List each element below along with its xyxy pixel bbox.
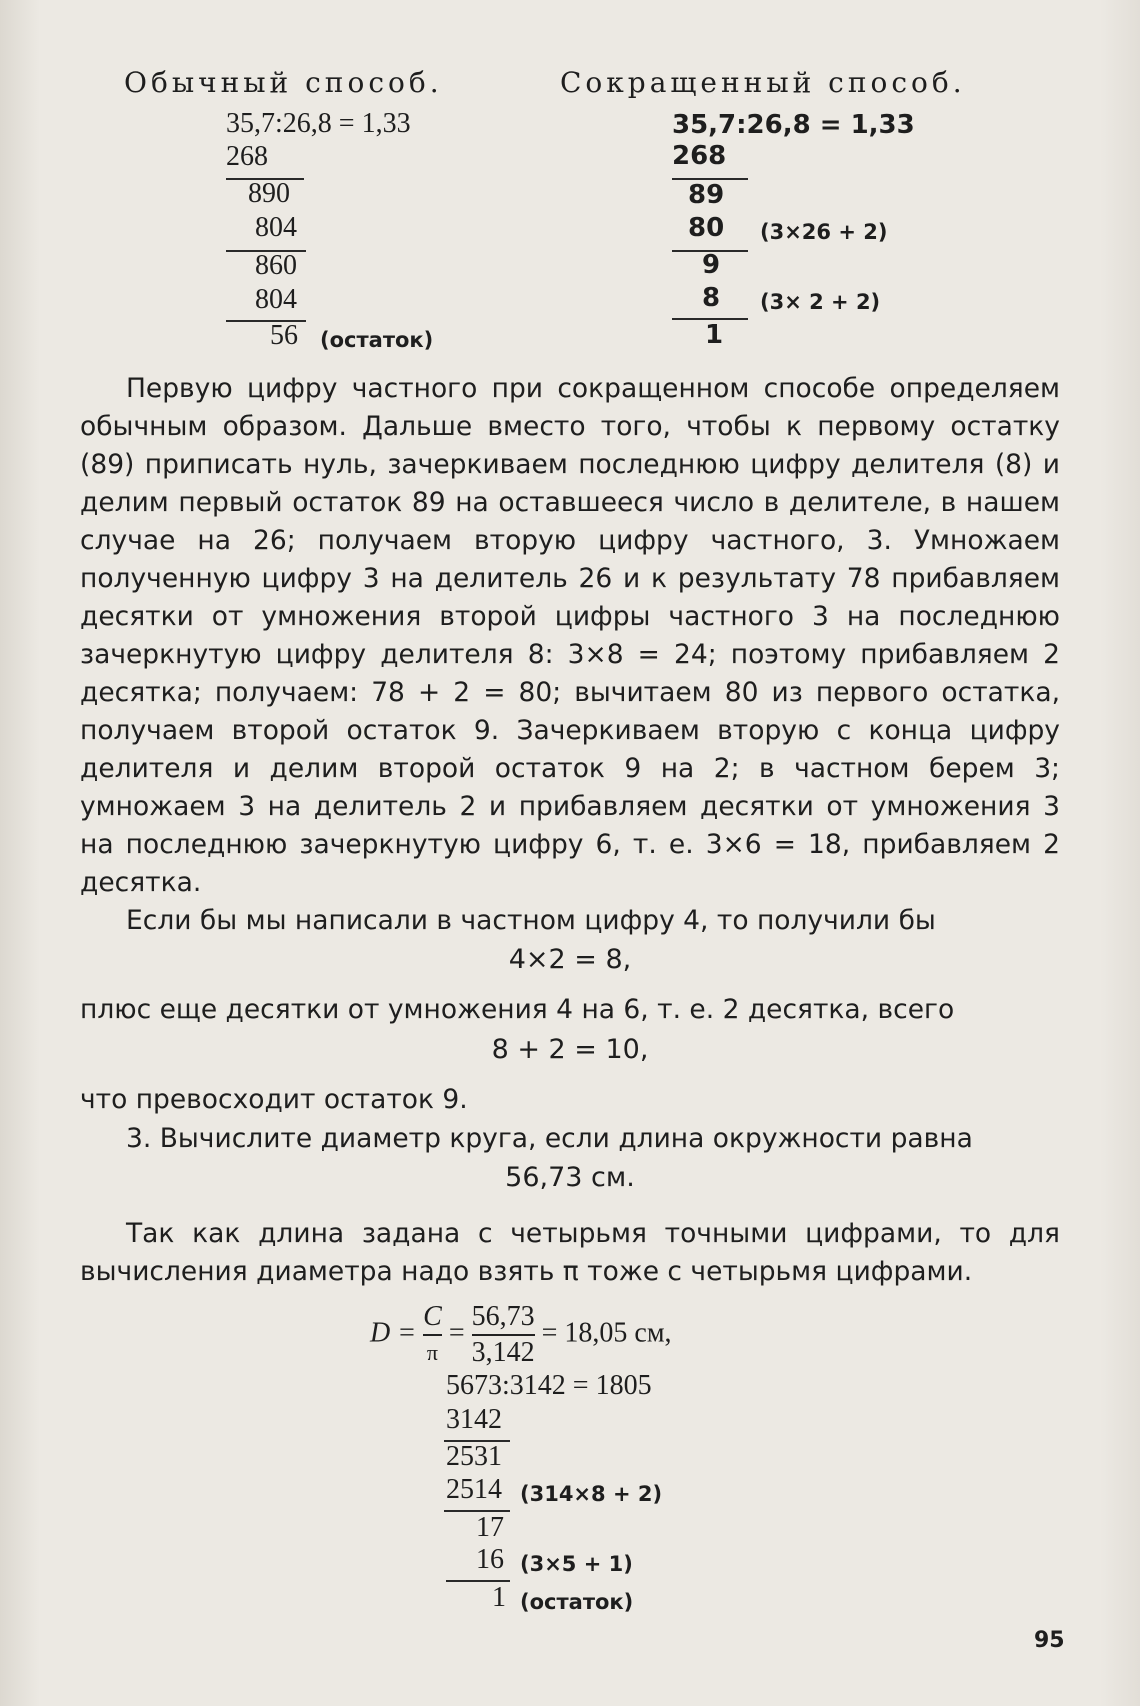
equation-line: 8 + 2 = 10, [491, 1034, 649, 1065]
ordinary-row: 56 [270, 320, 298, 351]
remainder-note: (остаток) [320, 328, 434, 352]
ordinary-row: 804 [255, 284, 297, 315]
formula-equals: = [448, 1317, 465, 1349]
shortened-row: 89 [688, 180, 725, 210]
fraction-numerator: 56,73 [472, 1300, 535, 1336]
formula-lhs: D = [370, 1317, 417, 1349]
ordinary-row: 804 [255, 212, 297, 243]
shortened-row: 1 [705, 320, 724, 350]
division-row: 2514 [446, 1474, 502, 1505]
division-row: 16 [476, 1544, 504, 1575]
shortened-row: 80 [688, 213, 725, 243]
ordinary-row: 860 [255, 250, 297, 281]
paragraph: Если бы мы написали в частном цифру 4, то получили бы [126, 905, 936, 936]
page-number: 95 [1034, 1628, 1065, 1653]
equation-line: 56,73 см. [505, 1162, 635, 1193]
ordinary-equation: 35,7:26,8 = 1,33 [226, 108, 411, 139]
shortened-row: 268 [672, 141, 727, 171]
remainder-note: (остаток) [520, 1590, 634, 1614]
shortened-note: (3×26 + 2) [760, 220, 888, 244]
problem-statement: 3. Вычислите диаметр круга, если длина окружности равна [126, 1123, 973, 1154]
formula-result: = 18,05 см, [541, 1317, 672, 1349]
ordinary-row: 890 [248, 178, 290, 209]
division-equation: 5673:3142 = 1805 [446, 1370, 652, 1401]
fraction-denominator: 3,142 [471, 1337, 535, 1368]
diameter-formula [370, 1300, 672, 1370]
heading-shortened-method: Сокращенный способ. [560, 66, 966, 99]
division-note: (314×8 + 2) [520, 1482, 663, 1506]
division-row: 1 [492, 1582, 506, 1613]
shortened-row: 9 [702, 250, 721, 280]
shortened-equation: 35,7:26,8 = 1,33 [672, 110, 915, 140]
shortened-note: (3× 2 + 2) [760, 290, 881, 314]
division-row: 2531 [446, 1441, 502, 1472]
equation-line: 4×2 = 8, [508, 944, 632, 975]
division-note: (3×5 + 1) [520, 1552, 633, 1576]
fraction-numerator: C [423, 1300, 442, 1336]
explanation-paragraph: Первую цифру частного при сокращенном способе определяем обычным образом. Дальше вместо того, чтобы к первому остатку (89) приписать нуль, зачеркиваем последнюю цифру делителя (8) и делим первый остаток 89 на оставшееся число в делителе, в нашем случае на 26; получаем вторую цифру частного, 3. Умножаем полученную цифру 3 на делитель 26 и к результату 78 прибавляем десятки от умножения второй цифры частного 3 на последнюю зачеркнутую цифру делителя 8: 3×8 = 24; поэтому прибавляем 2 десятка; получаем: 78 + 2 = 80; вычитаем 80 из первого остатка, получаем второй остаток 9. Зачеркиваем вторую с конца цифру делителя и делим второй остаток 9 на 2; в частном берем 3; умножаем 3 на делитель 2 и прибавляем десятки от умножения 3 на последнюю зачеркнутую цифру 6, т. е. 3×6 = 18, прибавляем 2 десятка. [80, 373, 1060, 898]
fraction-denominator: π [426, 1340, 439, 1365]
division-row: 3142 [446, 1404, 502, 1435]
fraction-values [472, 1300, 535, 1370]
division-row: 17 [476, 1512, 504, 1543]
paragraph: плюс еще десятки от умножения 4 на 6, т. е. 2 десятка, всего [80, 994, 955, 1025]
fraction-c-pi [423, 1300, 442, 1370]
ordinary-row: 268 [226, 141, 268, 172]
shortened-row: 8 [702, 283, 721, 313]
paragraph: Так как длина задана с четырьмя точными цифрами, то для вычисления диаметра надо взять π тоже с четырьмя цифрами. [80, 1218, 1060, 1287]
paragraph: что превосходит остаток 9. [80, 1084, 468, 1115]
heading-ordinary-method: Обычный способ. [124, 66, 443, 99]
